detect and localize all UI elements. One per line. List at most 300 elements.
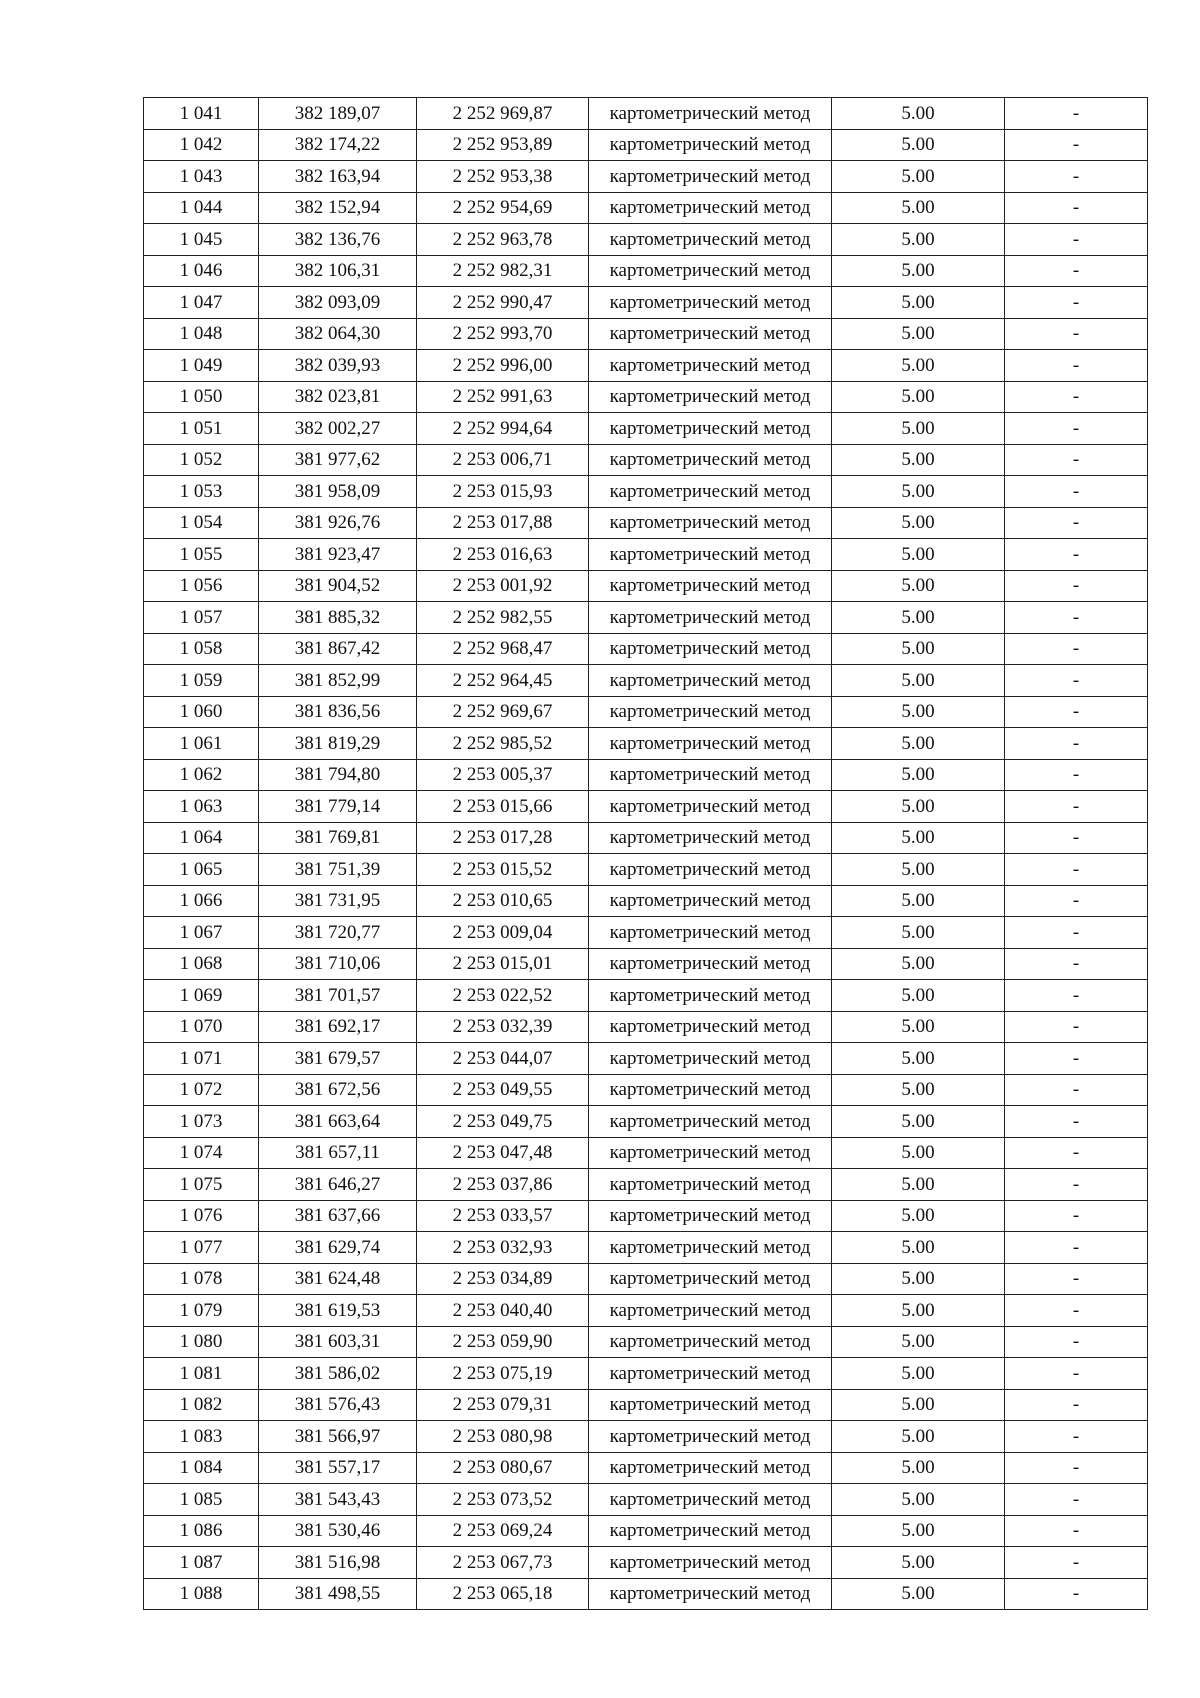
y-coordinate-cell: 2 253 015,93 [417, 476, 589, 508]
y-coordinate-cell: 2 253 080,98 [417, 1421, 589, 1453]
method-cell: картометрический метод [589, 1074, 832, 1106]
method-cell: картометрический метод [589, 917, 832, 949]
point-number-cell: 1 043 [144, 161, 259, 193]
description-cell: - [1005, 192, 1148, 224]
table-row [144, 980, 1148, 1012]
method-cell: картометрический метод [589, 633, 832, 665]
description-cell: - [1005, 1011, 1148, 1043]
coordinates-table-body [144, 98, 1148, 1610]
x-coordinate-cell: 381 637,66 [259, 1200, 417, 1232]
y-coordinate-cell: 2 253 049,55 [417, 1074, 589, 1106]
method-cell: картометрический метод [589, 980, 832, 1012]
method-cell: картометрический метод [589, 1326, 832, 1358]
table-row [144, 350, 1148, 382]
table-row [144, 665, 1148, 697]
table-row [144, 1106, 1148, 1138]
x-coordinate-cell: 381 720,77 [259, 917, 417, 949]
point-number-cell: 1 047 [144, 287, 259, 319]
accuracy-cell: 5.00 [832, 381, 1005, 413]
point-number-cell: 1 046 [144, 255, 259, 287]
table-row [144, 1452, 1148, 1484]
y-coordinate-cell: 2 252 991,63 [417, 381, 589, 413]
table-row [144, 917, 1148, 949]
table-row [144, 1326, 1148, 1358]
x-coordinate-cell: 381 836,56 [259, 696, 417, 728]
table-row [144, 1200, 1148, 1232]
description-cell: - [1005, 318, 1148, 350]
point-number-cell: 1 053 [144, 476, 259, 508]
description-cell: - [1005, 822, 1148, 854]
table-row [144, 1358, 1148, 1390]
table-row [144, 476, 1148, 508]
accuracy-cell: 5.00 [832, 980, 1005, 1012]
table-row [144, 1295, 1148, 1327]
y-coordinate-cell: 2 253 006,71 [417, 444, 589, 476]
table-row [144, 1137, 1148, 1169]
description-cell: - [1005, 350, 1148, 382]
point-number-cell: 1 052 [144, 444, 259, 476]
point-number-cell: 1 050 [144, 381, 259, 413]
y-coordinate-cell: 2 253 079,31 [417, 1389, 589, 1421]
table-row [144, 98, 1148, 130]
point-number-cell: 1 087 [144, 1547, 259, 1579]
table-row [144, 255, 1148, 287]
method-cell: картометрический метод [589, 885, 832, 917]
description-cell: - [1005, 1074, 1148, 1106]
point-number-cell: 1 070 [144, 1011, 259, 1043]
point-number-cell: 1 081 [144, 1358, 259, 1390]
table-row [144, 539, 1148, 571]
accuracy-cell: 5.00 [832, 1578, 1005, 1610]
point-number-cell: 1 084 [144, 1452, 259, 1484]
x-coordinate-cell: 381 624,48 [259, 1263, 417, 1295]
x-coordinate-cell: 381 629,74 [259, 1232, 417, 1264]
accuracy-cell: 5.00 [832, 822, 1005, 854]
method-cell: картометрический метод [589, 539, 832, 571]
description-cell: - [1005, 224, 1148, 256]
x-coordinate-cell: 381 794,80 [259, 759, 417, 791]
table-row [144, 1515, 1148, 1547]
table-row [144, 602, 1148, 634]
x-coordinate-cell: 381 657,11 [259, 1137, 417, 1169]
table-row [144, 1484, 1148, 1516]
table-row [144, 1263, 1148, 1295]
method-cell: картометрический метод [589, 413, 832, 445]
x-coordinate-cell: 382 002,27 [259, 413, 417, 445]
method-cell: картометрический метод [589, 255, 832, 287]
x-coordinate-cell: 381 646,27 [259, 1169, 417, 1201]
y-coordinate-cell: 2 253 015,66 [417, 791, 589, 823]
x-coordinate-cell: 381 543,43 [259, 1484, 417, 1516]
description-cell: - [1005, 854, 1148, 886]
description-cell: - [1005, 1106, 1148, 1138]
y-coordinate-cell: 2 252 982,55 [417, 602, 589, 634]
table-row [144, 192, 1148, 224]
description-cell: - [1005, 980, 1148, 1012]
method-cell: картометрический метод [589, 507, 832, 539]
accuracy-cell: 5.00 [832, 633, 1005, 665]
method-cell: картометрический метод [589, 759, 832, 791]
accuracy-cell: 5.00 [832, 1484, 1005, 1516]
x-coordinate-cell: 381 926,76 [259, 507, 417, 539]
description-cell: - [1005, 1389, 1148, 1421]
y-coordinate-cell: 2 252 964,45 [417, 665, 589, 697]
description-cell: - [1005, 633, 1148, 665]
x-coordinate-cell: 381 557,17 [259, 1452, 417, 1484]
method-cell: картометрический метод [589, 1358, 832, 1390]
point-number-cell: 1 072 [144, 1074, 259, 1106]
description-cell: - [1005, 759, 1148, 791]
x-coordinate-cell: 381 769,81 [259, 822, 417, 854]
accuracy-cell: 5.00 [832, 759, 1005, 791]
accuracy-cell: 5.00 [832, 1421, 1005, 1453]
method-cell: картометрический метод [589, 1515, 832, 1547]
description-cell: - [1005, 1578, 1148, 1610]
accuracy-cell: 5.00 [832, 791, 1005, 823]
accuracy-cell: 5.00 [832, 129, 1005, 161]
x-coordinate-cell: 381 530,46 [259, 1515, 417, 1547]
point-number-cell: 1 085 [144, 1484, 259, 1516]
method-cell: картометрический метод [589, 1106, 832, 1138]
table-row [144, 948, 1148, 980]
y-coordinate-cell: 2 252 990,47 [417, 287, 589, 319]
point-number-cell: 1 055 [144, 539, 259, 571]
description-cell: - [1005, 1043, 1148, 1075]
description-cell: - [1005, 1295, 1148, 1327]
point-number-cell: 1 062 [144, 759, 259, 791]
y-coordinate-cell: 2 253 044,07 [417, 1043, 589, 1075]
method-cell: картометрический метод [589, 1169, 832, 1201]
y-coordinate-cell: 2 253 037,86 [417, 1169, 589, 1201]
point-number-cell: 1 051 [144, 413, 259, 445]
y-coordinate-cell: 2 253 005,37 [417, 759, 589, 791]
y-coordinate-cell: 2 252 994,64 [417, 413, 589, 445]
y-coordinate-cell: 2 253 017,28 [417, 822, 589, 854]
x-coordinate-cell: 381 576,43 [259, 1389, 417, 1421]
y-coordinate-cell: 2 252 969,87 [417, 98, 589, 130]
description-cell: - [1005, 696, 1148, 728]
point-number-cell: 1 054 [144, 507, 259, 539]
point-number-cell: 1 048 [144, 318, 259, 350]
table-row [144, 759, 1148, 791]
method-cell: картометрический метод [589, 665, 832, 697]
x-coordinate-cell: 381 516,98 [259, 1547, 417, 1579]
description-cell: - [1005, 885, 1148, 917]
y-coordinate-cell: 2 253 016,63 [417, 539, 589, 571]
table-row [144, 854, 1148, 886]
table-row [144, 507, 1148, 539]
x-coordinate-cell: 381 679,57 [259, 1043, 417, 1075]
method-cell: картометрический метод [589, 948, 832, 980]
y-coordinate-cell: 2 253 017,88 [417, 507, 589, 539]
point-number-cell: 1 042 [144, 129, 259, 161]
table-row [144, 1389, 1148, 1421]
accuracy-cell: 5.00 [832, 1326, 1005, 1358]
y-coordinate-cell: 2 253 010,65 [417, 885, 589, 917]
method-cell: картометрический метод [589, 192, 832, 224]
x-coordinate-cell: 381 566,97 [259, 1421, 417, 1453]
point-number-cell: 1 059 [144, 665, 259, 697]
y-coordinate-cell: 2 253 059,90 [417, 1326, 589, 1358]
y-coordinate-cell: 2 252 963,78 [417, 224, 589, 256]
y-coordinate-cell: 2 253 067,73 [417, 1547, 589, 1579]
y-coordinate-cell: 2 252 985,52 [417, 728, 589, 760]
x-coordinate-cell: 382 106,31 [259, 255, 417, 287]
method-cell: картометрический метод [589, 1263, 832, 1295]
accuracy-cell: 5.00 [832, 854, 1005, 886]
accuracy-cell: 5.00 [832, 602, 1005, 634]
x-coordinate-cell: 382 093,09 [259, 287, 417, 319]
point-number-cell: 1 088 [144, 1578, 259, 1610]
table-row [144, 1547, 1148, 1579]
point-number-cell: 1 069 [144, 980, 259, 1012]
point-number-cell: 1 067 [144, 917, 259, 949]
description-cell: - [1005, 1169, 1148, 1201]
y-coordinate-cell: 2 253 065,18 [417, 1578, 589, 1610]
accuracy-cell: 5.00 [832, 350, 1005, 382]
accuracy-cell: 5.00 [832, 696, 1005, 728]
method-cell: картометрический метод [589, 1484, 832, 1516]
description-cell: - [1005, 1421, 1148, 1453]
point-number-cell: 1 064 [144, 822, 259, 854]
point-number-cell: 1 066 [144, 885, 259, 917]
x-coordinate-cell: 381 779,14 [259, 791, 417, 823]
point-number-cell: 1 065 [144, 854, 259, 886]
description-cell: - [1005, 98, 1148, 130]
method-cell: картометрический метод [589, 791, 832, 823]
point-number-cell: 1 061 [144, 728, 259, 760]
y-coordinate-cell: 2 252 969,67 [417, 696, 589, 728]
method-cell: картометрический метод [589, 1232, 832, 1264]
accuracy-cell: 5.00 [832, 1169, 1005, 1201]
accuracy-cell: 5.00 [832, 1389, 1005, 1421]
point-number-cell: 1 086 [144, 1515, 259, 1547]
x-coordinate-cell: 381 958,09 [259, 476, 417, 508]
table-row [144, 822, 1148, 854]
method-cell: картометрический метод [589, 854, 832, 886]
method-cell: картометрический метод [589, 318, 832, 350]
point-number-cell: 1 068 [144, 948, 259, 980]
point-number-cell: 1 060 [144, 696, 259, 728]
y-coordinate-cell: 2 253 032,93 [417, 1232, 589, 1264]
y-coordinate-cell: 2 252 953,38 [417, 161, 589, 193]
y-coordinate-cell: 2 253 015,01 [417, 948, 589, 980]
method-cell: картометрический метод [589, 696, 832, 728]
method-cell: картометрический метод [589, 224, 832, 256]
accuracy-cell: 5.00 [832, 1011, 1005, 1043]
y-coordinate-cell: 2 252 953,89 [417, 129, 589, 161]
description-cell: - [1005, 665, 1148, 697]
point-number-cell: 1 057 [144, 602, 259, 634]
x-coordinate-cell: 381 586,02 [259, 1358, 417, 1390]
accuracy-cell: 5.00 [832, 444, 1005, 476]
point-number-cell: 1 073 [144, 1106, 259, 1138]
method-cell: картометрический метод [589, 444, 832, 476]
accuracy-cell: 5.00 [832, 1043, 1005, 1075]
description-cell: - [1005, 791, 1148, 823]
accuracy-cell: 5.00 [832, 570, 1005, 602]
table-row [144, 633, 1148, 665]
table-row [144, 161, 1148, 193]
point-number-cell: 1 077 [144, 1232, 259, 1264]
accuracy-cell: 5.00 [832, 665, 1005, 697]
description-cell: - [1005, 728, 1148, 760]
table-row [144, 381, 1148, 413]
table-row [144, 570, 1148, 602]
table-row [144, 318, 1148, 350]
accuracy-cell: 5.00 [832, 1232, 1005, 1264]
y-coordinate-cell: 2 253 049,75 [417, 1106, 589, 1138]
description-cell: - [1005, 129, 1148, 161]
method-cell: картометрический метод [589, 350, 832, 382]
accuracy-cell: 5.00 [832, 728, 1005, 760]
accuracy-cell: 5.00 [832, 1358, 1005, 1390]
accuracy-cell: 5.00 [832, 413, 1005, 445]
x-coordinate-cell: 382 189,07 [259, 98, 417, 130]
point-number-cell: 1 080 [144, 1326, 259, 1358]
x-coordinate-cell: 382 136,76 [259, 224, 417, 256]
method-cell: картометрический метод [589, 1452, 832, 1484]
point-number-cell: 1 079 [144, 1295, 259, 1327]
coordinates-table [143, 97, 1148, 1610]
description-cell: - [1005, 539, 1148, 571]
method-cell: картометрический метод [589, 570, 832, 602]
x-coordinate-cell: 381 710,06 [259, 948, 417, 980]
accuracy-cell: 5.00 [832, 1074, 1005, 1106]
accuracy-cell: 5.00 [832, 161, 1005, 193]
y-coordinate-cell: 2 253 040,40 [417, 1295, 589, 1327]
method-cell: картометрический метод [589, 98, 832, 130]
table-row [144, 413, 1148, 445]
x-coordinate-cell: 381 619,53 [259, 1295, 417, 1327]
accuracy-cell: 5.00 [832, 318, 1005, 350]
description-cell: - [1005, 1484, 1148, 1516]
accuracy-cell: 5.00 [832, 255, 1005, 287]
y-coordinate-cell: 2 252 996,00 [417, 350, 589, 382]
point-number-cell: 1 074 [144, 1137, 259, 1169]
y-coordinate-cell: 2 253 080,67 [417, 1452, 589, 1484]
point-number-cell: 1 063 [144, 791, 259, 823]
method-cell: картометрический метод [589, 381, 832, 413]
accuracy-cell: 5.00 [832, 224, 1005, 256]
accuracy-cell: 5.00 [832, 1515, 1005, 1547]
x-coordinate-cell: 382 174,22 [259, 129, 417, 161]
table-row [144, 696, 1148, 728]
x-coordinate-cell: 381 692,17 [259, 1011, 417, 1043]
description-cell: - [1005, 1200, 1148, 1232]
description-cell: - [1005, 413, 1148, 445]
x-coordinate-cell: 381 498,55 [259, 1578, 417, 1610]
y-coordinate-cell: 2 253 022,52 [417, 980, 589, 1012]
table-row [144, 791, 1148, 823]
description-cell: - [1005, 602, 1148, 634]
accuracy-cell: 5.00 [832, 1452, 1005, 1484]
description-cell: - [1005, 1547, 1148, 1579]
table-row [144, 1011, 1148, 1043]
method-cell: картометрический метод [589, 161, 832, 193]
point-number-cell: 1 058 [144, 633, 259, 665]
point-number-cell: 1 044 [144, 192, 259, 224]
x-coordinate-cell: 381 852,99 [259, 665, 417, 697]
accuracy-cell: 5.00 [832, 1263, 1005, 1295]
x-coordinate-cell: 381 603,31 [259, 1326, 417, 1358]
y-coordinate-cell: 2 252 993,70 [417, 318, 589, 350]
x-coordinate-cell: 381 867,42 [259, 633, 417, 665]
point-number-cell: 1 056 [144, 570, 259, 602]
x-coordinate-cell: 381 904,52 [259, 570, 417, 602]
table-row [144, 728, 1148, 760]
method-cell: картометрический метод [589, 1389, 832, 1421]
description-cell: - [1005, 255, 1148, 287]
point-number-cell: 1 075 [144, 1169, 259, 1201]
accuracy-cell: 5.00 [832, 539, 1005, 571]
table-row [144, 1074, 1148, 1106]
x-coordinate-cell: 381 672,56 [259, 1074, 417, 1106]
y-coordinate-cell: 2 253 047,48 [417, 1137, 589, 1169]
y-coordinate-cell: 2 253 033,57 [417, 1200, 589, 1232]
point-number-cell: 1 076 [144, 1200, 259, 1232]
method-cell: картометрический метод [589, 1578, 832, 1610]
y-coordinate-cell: 2 252 954,69 [417, 192, 589, 224]
y-coordinate-cell: 2 253 034,89 [417, 1263, 589, 1295]
point-number-cell: 1 078 [144, 1263, 259, 1295]
y-coordinate-cell: 2 253 015,52 [417, 854, 589, 886]
point-number-cell: 1 083 [144, 1421, 259, 1453]
y-coordinate-cell: 2 252 982,31 [417, 255, 589, 287]
method-cell: картометрический метод [589, 1421, 832, 1453]
point-number-cell: 1 049 [144, 350, 259, 382]
method-cell: картометрический метод [589, 1043, 832, 1075]
table-row [144, 224, 1148, 256]
accuracy-cell: 5.00 [832, 1547, 1005, 1579]
method-cell: картометрический метод [589, 822, 832, 854]
table-row [144, 1232, 1148, 1264]
accuracy-cell: 5.00 [832, 192, 1005, 224]
accuracy-cell: 5.00 [832, 1200, 1005, 1232]
method-cell: картометрический метод [589, 1295, 832, 1327]
x-coordinate-cell: 381 923,47 [259, 539, 417, 571]
accuracy-cell: 5.00 [832, 1137, 1005, 1169]
method-cell: картометрический метод [589, 129, 832, 161]
description-cell: - [1005, 161, 1148, 193]
description-cell: - [1005, 1263, 1148, 1295]
accuracy-cell: 5.00 [832, 1295, 1005, 1327]
description-cell: - [1005, 917, 1148, 949]
description-cell: - [1005, 287, 1148, 319]
accuracy-cell: 5.00 [832, 287, 1005, 319]
accuracy-cell: 5.00 [832, 948, 1005, 980]
x-coordinate-cell: 381 977,62 [259, 444, 417, 476]
table-row [144, 444, 1148, 476]
description-cell: - [1005, 1326, 1148, 1358]
point-number-cell: 1 045 [144, 224, 259, 256]
x-coordinate-cell: 382 064,30 [259, 318, 417, 350]
description-cell: - [1005, 1232, 1148, 1264]
description-cell: - [1005, 1137, 1148, 1169]
method-cell: картометрический метод [589, 476, 832, 508]
description-cell: - [1005, 381, 1148, 413]
x-coordinate-cell: 382 039,93 [259, 350, 417, 382]
description-cell: - [1005, 444, 1148, 476]
method-cell: картометрический метод [589, 602, 832, 634]
table-row [144, 1578, 1148, 1610]
description-cell: - [1005, 948, 1148, 980]
table-row [144, 129, 1148, 161]
x-coordinate-cell: 381 731,95 [259, 885, 417, 917]
y-coordinate-cell: 2 252 968,47 [417, 633, 589, 665]
description-cell: - [1005, 507, 1148, 539]
description-cell: - [1005, 1452, 1148, 1484]
